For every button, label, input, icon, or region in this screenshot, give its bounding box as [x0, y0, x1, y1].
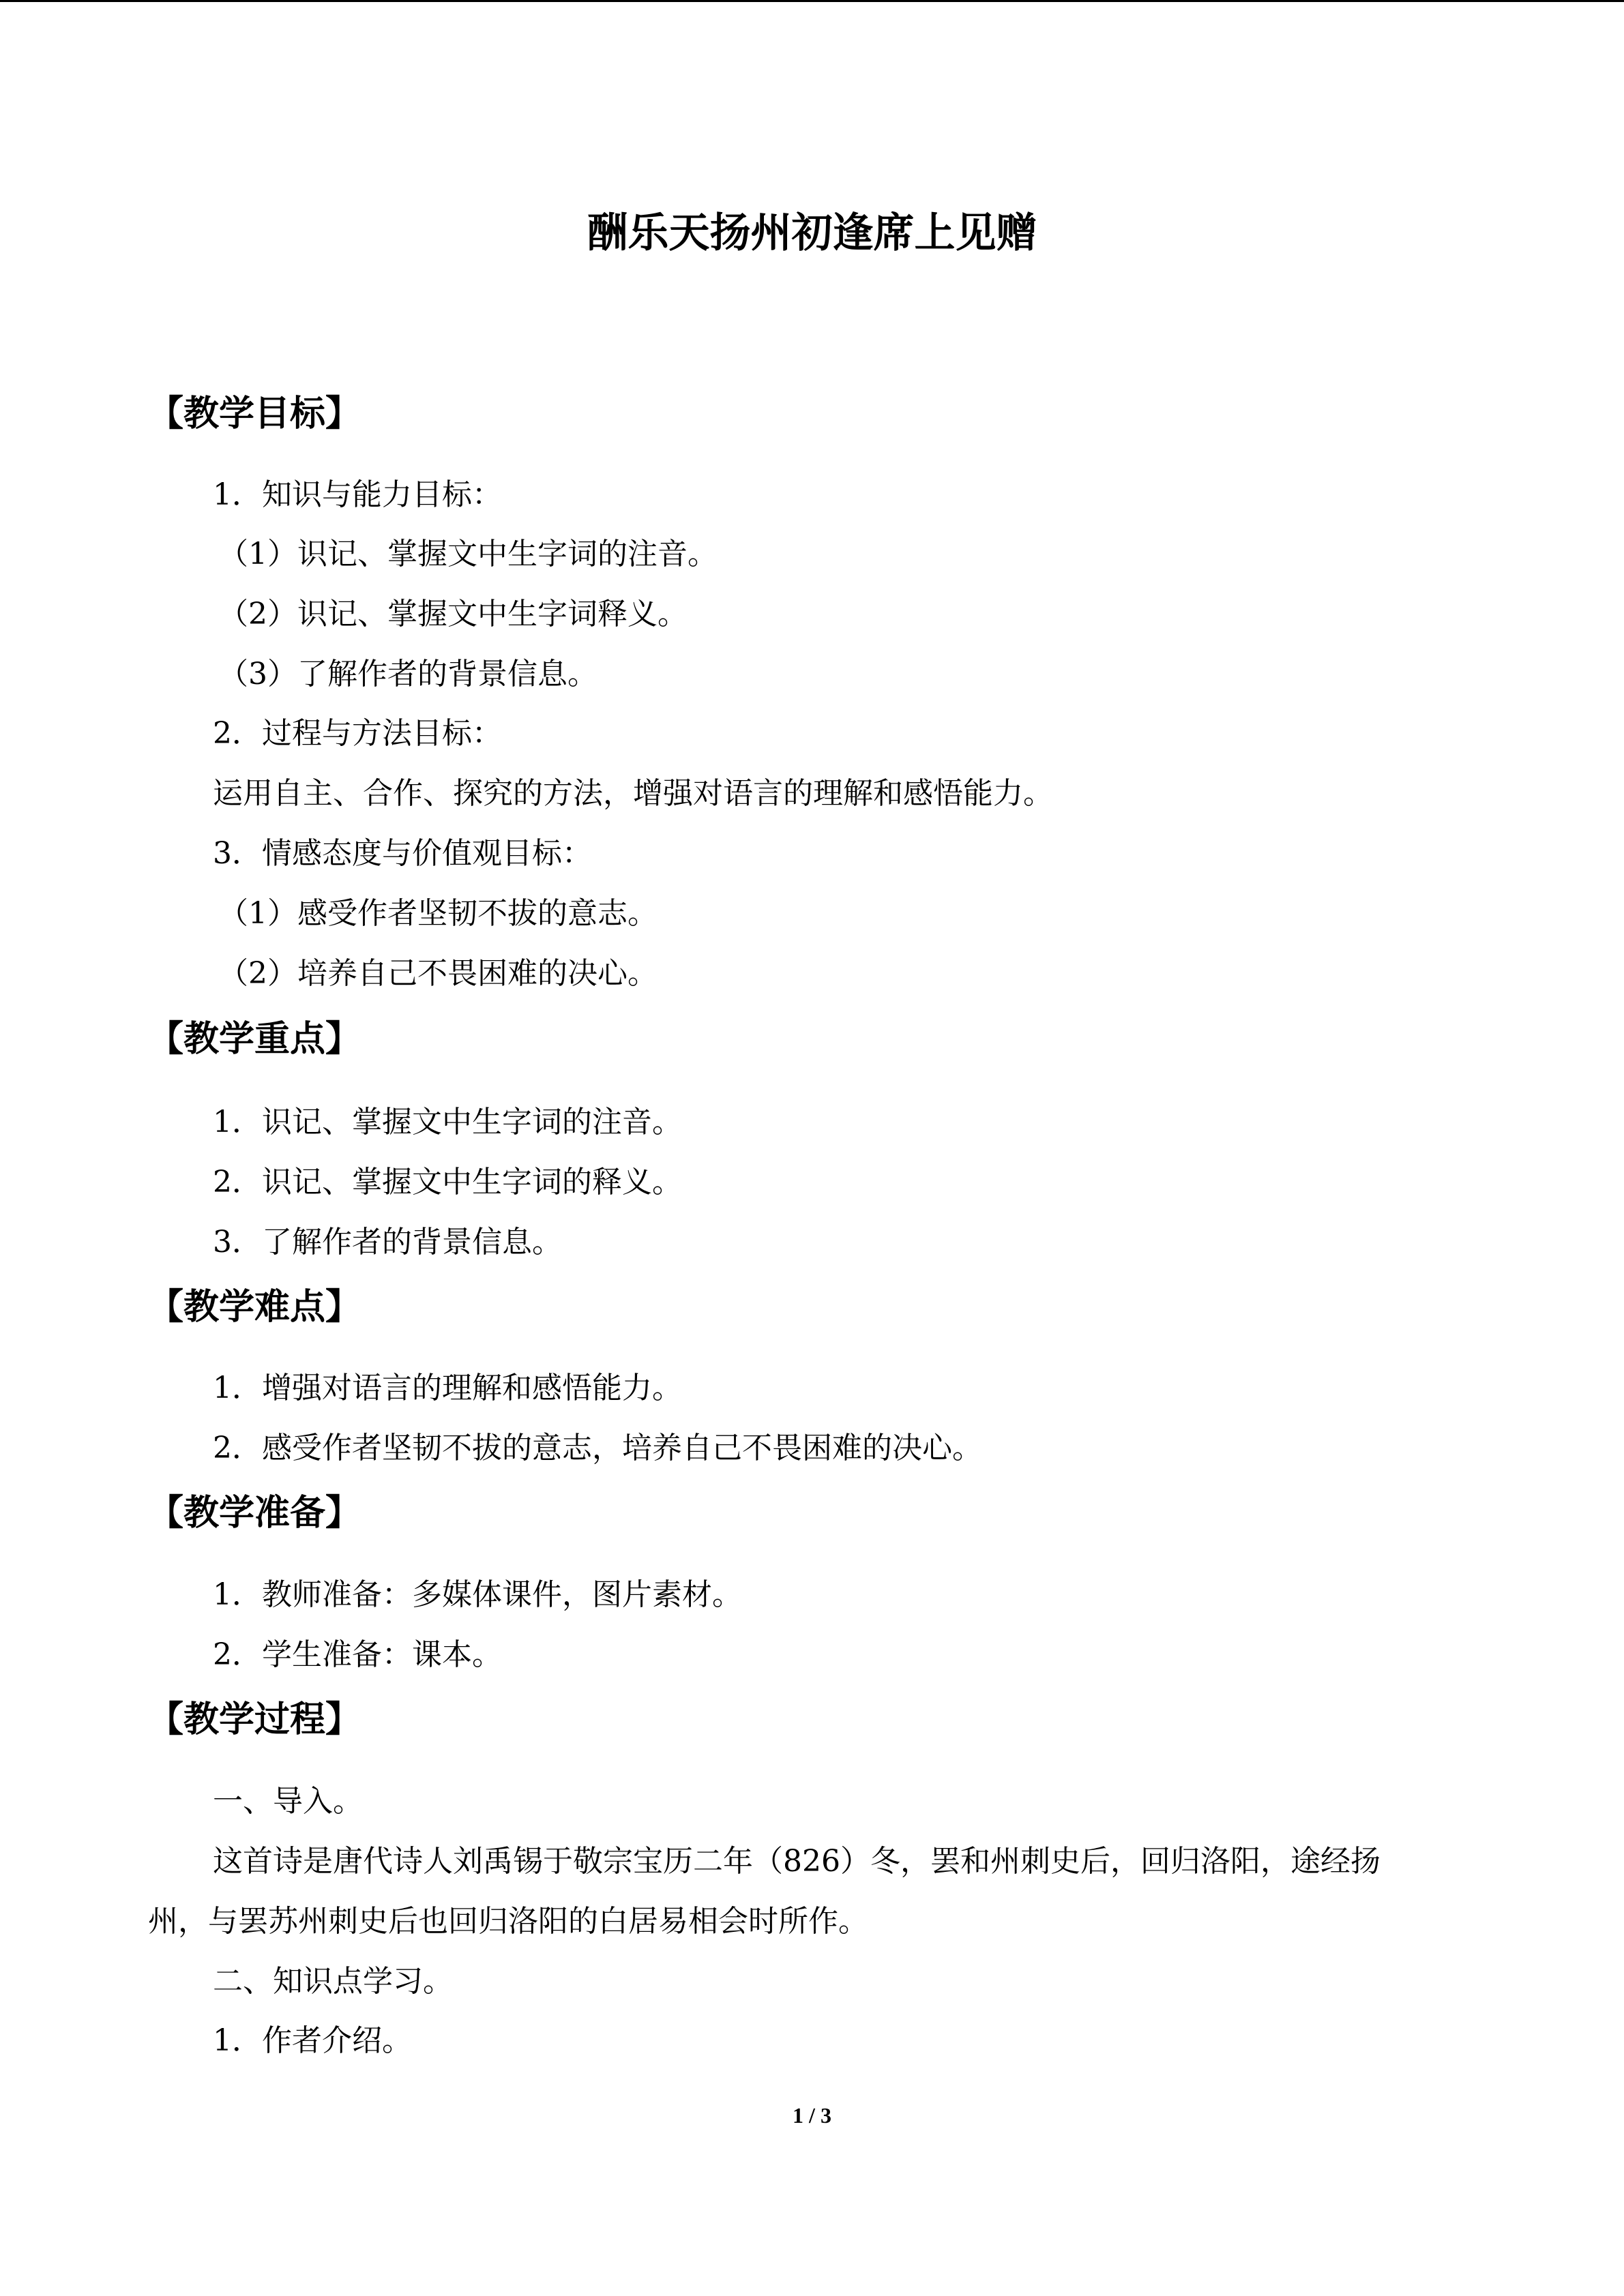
process-paragraph-line: 州，与罢苏州刺史后也回归洛阳的白居易相会时所作。	[148, 1904, 868, 1939]
preparation-line: 2．学生准备：课本。	[213, 1637, 502, 1672]
section-heading-objectives: 【教学目标】	[148, 393, 361, 434]
process-paragraph-line: 这首诗是唐代诗人刘禹锡于敬宗宝历二年（826）冬，罢和州刺史后，回归洛阳，途经扬	[213, 1844, 1381, 1879]
top-border-rule	[0, 0, 1624, 2]
objectives-line: （3）了解作者的背景信息。	[218, 657, 597, 691]
preparation-line: 1．教师准备：多媒体课件，图片素材。	[213, 1577, 742, 1612]
key-points-line: 2．识记、掌握文中生字词的释义。	[213, 1165, 682, 1199]
key-points-line: 3．了解作者的背景信息。	[213, 1225, 562, 1259]
section-heading-difficulties: 【教学难点】	[148, 1287, 361, 1328]
section-heading-preparation: 【教学准备】	[148, 1493, 361, 1534]
key-points-line: 1．识记、掌握文中生字词的注音。	[213, 1105, 682, 1139]
objectives-line: （2）识记、掌握文中生字词释义。	[218, 597, 688, 631]
process-line: 二、知识点学习。	[213, 1964, 453, 1999]
objectives-line: （1）感受作者坚韧不拔的意志。	[218, 896, 658, 931]
objectives-line: 3．情感态度与价值观目标：	[213, 836, 592, 871]
document-title: 酬乐天扬州初逢席上见赠	[587, 209, 1037, 257]
objectives-line: （1）识记、掌握文中生字词的注音。	[218, 537, 718, 571]
objectives-line: 2．过程与方法目标：	[213, 716, 502, 751]
objectives-line: （2）培养自己不畏困难的决心。	[218, 956, 658, 991]
process-line: 一、导入。	[213, 1784, 363, 1819]
objectives-line: 运用自主、合作、探究的方法，增强对语言的理解和感悟能力。	[213, 776, 1053, 811]
section-heading-process: 【教学过程】	[148, 1699, 361, 1740]
section-heading-key-points: 【教学重点】	[148, 1019, 361, 1060]
objectives-line: 1．知识与能力目标：	[213, 477, 502, 512]
page-number: 1 / 3	[793, 2103, 831, 2128]
difficulties-line: 1．增强对语言的理解和感悟能力。	[213, 1371, 682, 1405]
difficulties-line: 2．感受作者坚韧不拔的意志，培养自己不畏困难的决心。	[213, 1431, 982, 1465]
process-line: 1．作者介绍。	[213, 2023, 412, 2058]
